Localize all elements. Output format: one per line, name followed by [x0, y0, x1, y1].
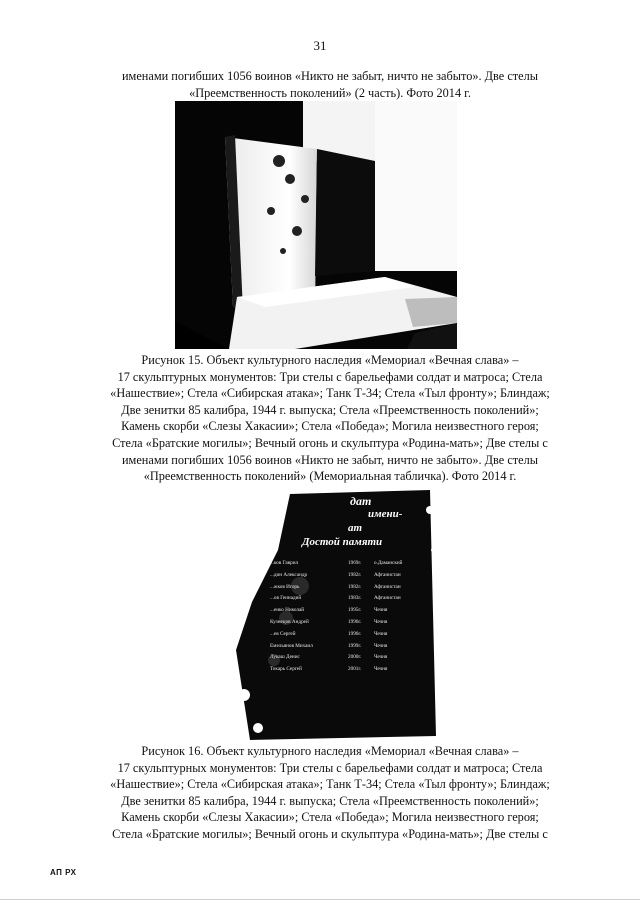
plaque-row	[270, 631, 420, 642]
text-line: Две зенитки 85 калибра, 1944 г. выпуска; Стела «Преемственность поколений»;	[121, 402, 539, 417]
plaque-place: Чечня	[374, 630, 388, 637]
text-line: Рисунок 15. Объект культурного наследия «Мемориал «Вечная слава» –	[141, 353, 519, 367]
top-paragraph	[80, 68, 580, 101]
text-line: 17 скульптурных монументов: Три стелы с барельефами солдат и матроса; Стела	[117, 760, 543, 775]
plaque-row	[270, 619, 420, 630]
text-line: «Преемственность поколений» (Мемориальная табличка). Фото 2014 г.	[143, 469, 517, 484]
plaque-place: о.Даманский	[374, 560, 403, 566]
text-line: 17 скульптурных монументов: Три стелы с барельефами солдат и матроса; Стела	[117, 369, 543, 384]
plaque-row	[270, 595, 420, 606]
plaque-year: 1995г.	[348, 607, 362, 614]
text-line: именами погибших 1056 воинов «Никто не забыт, ничто не забыто». Две стелы	[121, 69, 539, 83]
text-line: «Преемственность поколений» (2 часть). Фото 2014 г.	[189, 85, 471, 100]
plaque-place: Чечня	[374, 666, 388, 673]
plaque-name: ...ков Гаврил	[270, 560, 299, 566]
plaque-year: 1982г.	[348, 583, 362, 590]
plaque-row	[270, 666, 420, 677]
plaque-place: Чечня	[374, 619, 388, 625]
plaque-heading-line: Достой памяти	[302, 536, 383, 548]
plaque-heading-line: дат	[350, 494, 372, 508]
plaque-row	[270, 560, 420, 571]
figure-15-caption	[80, 352, 580, 485]
plaque-place: Афганистан	[374, 583, 401, 590]
plaque-name: ...ев Сергей	[270, 630, 296, 637]
plaque-year: 1983г.	[348, 595, 362, 602]
plaque-row	[270, 572, 420, 583]
plaque-year: 1969г.	[348, 560, 362, 566]
plaque-year: 2000г.	[348, 654, 362, 661]
text-line: именами погибших 1056 воинов «Никто не забыт, ничто не забыто». Две стелы	[121, 452, 539, 467]
plaque-row	[270, 584, 420, 595]
footer-stamp: АП РХ	[50, 868, 77, 877]
plaque-name: ...жков Игорь	[270, 583, 300, 590]
plaque-place: Чечня	[374, 607, 388, 614]
plaque-year: 1982г.	[348, 571, 362, 578]
text-line: Две зенитки 85 калибра, 1944 г. выпуска; Стела «Преемственность поколений»;	[121, 793, 539, 808]
plaque-heading-line: ат	[348, 522, 363, 534]
page-number: 31	[313, 38, 327, 53]
text-line: Рисунок 16. Объект культурного наследия «Мемориал «Вечная слава» –	[141, 744, 519, 758]
plaque-place: Чечня	[374, 642, 388, 649]
text-line: Камень скорби «Слезы Хакасии»; Стела «Победа»; Могила неизвестного героя;	[121, 419, 539, 434]
plaque-place: Афганистан	[374, 595, 401, 602]
text-line: «Нашествие»; Стела «Сибирская атака»; Танк Т-34; Стела «Тыл фронту»; Блиндаж;	[110, 386, 550, 401]
plaque-row	[270, 643, 420, 654]
page-bottom-rule	[0, 899, 640, 900]
figure-16-caption	[80, 743, 580, 843]
plaque-name: Лукаш Денис	[270, 654, 300, 661]
text-line: «Нашествие»; Стела «Сибирская атака»; Танк Т-34; Стела «Тыл фронту»; Блиндаж;	[110, 777, 550, 792]
plaque-row	[270, 607, 420, 618]
plaque-name: Токарь Сергей	[270, 666, 302, 673]
plaque-row	[270, 654, 420, 665]
plaque-name: ...ов Геннадий	[270, 595, 302, 602]
plaque-heading-line: имени-	[368, 508, 403, 520]
plaque-year: 1999г.	[348, 642, 362, 649]
text-line: Стела «Братские могилы»; Вечный огонь и скульптура «Родина-мать»; Две стелы с	[112, 826, 548, 841]
memorial-stele-photo	[175, 101, 457, 349]
plaque-place: Афганистан	[374, 571, 401, 578]
plaque-place: Чечня	[374, 654, 388, 661]
memorial-plaque-photo	[230, 490, 440, 742]
plaque-name: Кузнецов Андрей	[270, 619, 309, 625]
plaque-year: 2001г.	[348, 666, 362, 673]
plaque-name: ...енко Николай	[270, 607, 305, 614]
plaque-name: ...дин Александр	[270, 571, 308, 578]
plaque-year: 1996г.	[348, 619, 362, 625]
plaque-name: Емельянов Михаил	[270, 642, 313, 649]
text-line: Стела «Братские могилы»; Вечный огонь и скульптура «Родина-мать»; Две стелы с	[112, 435, 548, 450]
text-line: Камень скорби «Слезы Хакасии»; Стела «Победа»; Могила неизвестного героя;	[121, 810, 539, 825]
plaque-year: 1996г.	[348, 630, 362, 637]
